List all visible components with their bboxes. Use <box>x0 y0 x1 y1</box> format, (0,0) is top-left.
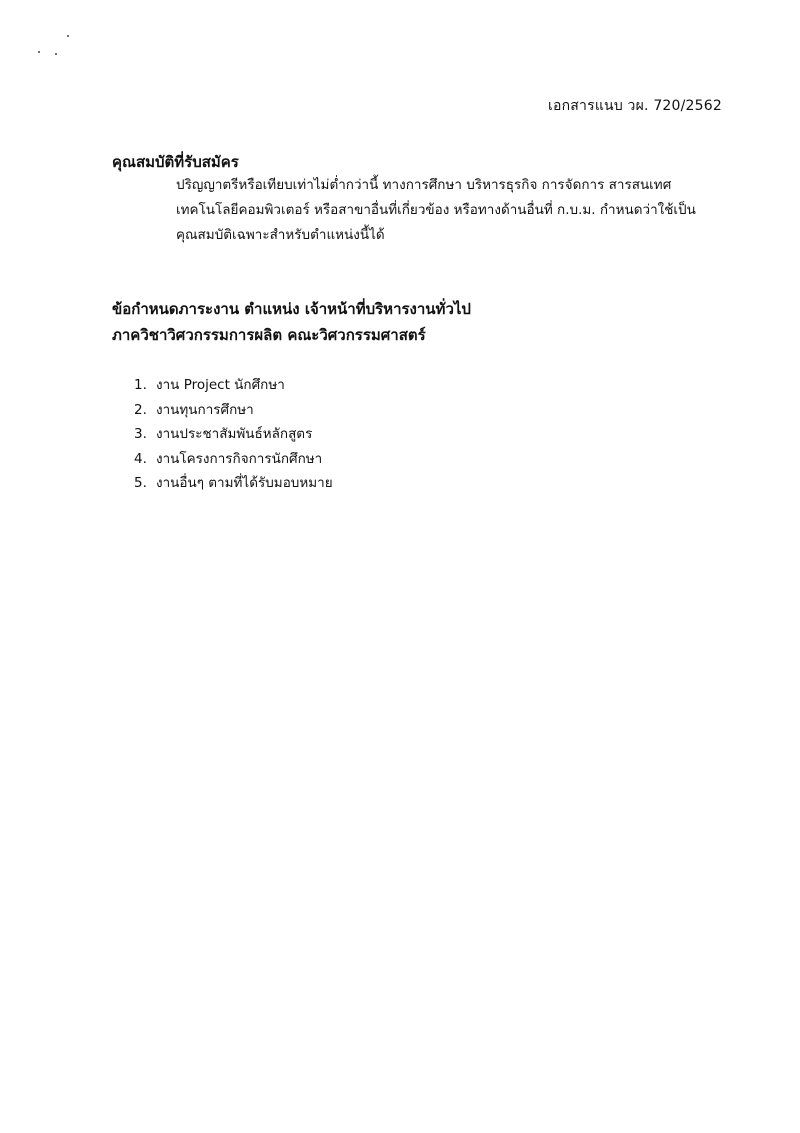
list-item <box>134 373 333 398</box>
list-item <box>134 422 333 447</box>
scan-speck <box>67 35 69 37</box>
list-item-number: 1. <box>134 377 147 393</box>
list-item-number: 4. <box>134 450 147 467</box>
document-reference: เอกสารแนบ วผ. 720/2562 <box>548 98 722 114</box>
list-item-number: 5. <box>134 475 147 491</box>
qualifications-line: ปริญญาตรีหรือเทียบเท่าไม่ต่ำกว่านี้ ทางการศึกษา บริหารธุรกิจ การจัดการ สารสนเทศ <box>176 177 672 193</box>
list-item-text: งานประชาสัมพันธ์หลักสูตร <box>156 426 313 442</box>
qualifications-heading: คุณสมบัติที่รับสมัคร <box>112 153 239 171</box>
duties-heading-position: ข้อกำหนดภาระงาน ตำแหน่ง เจ้าหน้าที่บริหารงานทั่วไป <box>112 300 471 318</box>
scan-speck <box>55 53 57 55</box>
qualifications-body <box>176 173 736 248</box>
list-item-text: งานทุนการศึกษา <box>156 401 254 418</box>
list-item <box>134 471 333 496</box>
duties-heading-department: ภาควิชาวิศวกรรมการผลิต คณะวิศวกรรมศาสตร์ <box>112 326 426 344</box>
qualifications-line: คุณสมบัติเฉพาะสำหรับตำแหน่งนี้ได้ <box>176 227 385 243</box>
scan-speck <box>38 51 40 53</box>
list-item-text: งาน Project นักศึกษา <box>156 377 285 393</box>
list-item-number: 2. <box>134 401 147 418</box>
duties-heading <box>112 296 471 348</box>
list-item <box>134 398 333 423</box>
list-item-text: งานอื่นๆ ตามที่ได้รับมอบหมาย <box>156 475 333 491</box>
list-item-text: งานโครงการกิจการนักศึกษา <box>156 450 323 467</box>
list-item-number: 3. <box>134 426 147 442</box>
qualifications-line: เทคโนโลยีคอมพิวเตอร์ หรือสาขาอื่นที่เกี่ยวข้อง หรือทางด้านอื่นที่ ก.บ.ม. กำหนดว่าใช้เป็น <box>176 202 696 218</box>
duties-list <box>134 373 333 496</box>
list-item <box>134 447 333 472</box>
